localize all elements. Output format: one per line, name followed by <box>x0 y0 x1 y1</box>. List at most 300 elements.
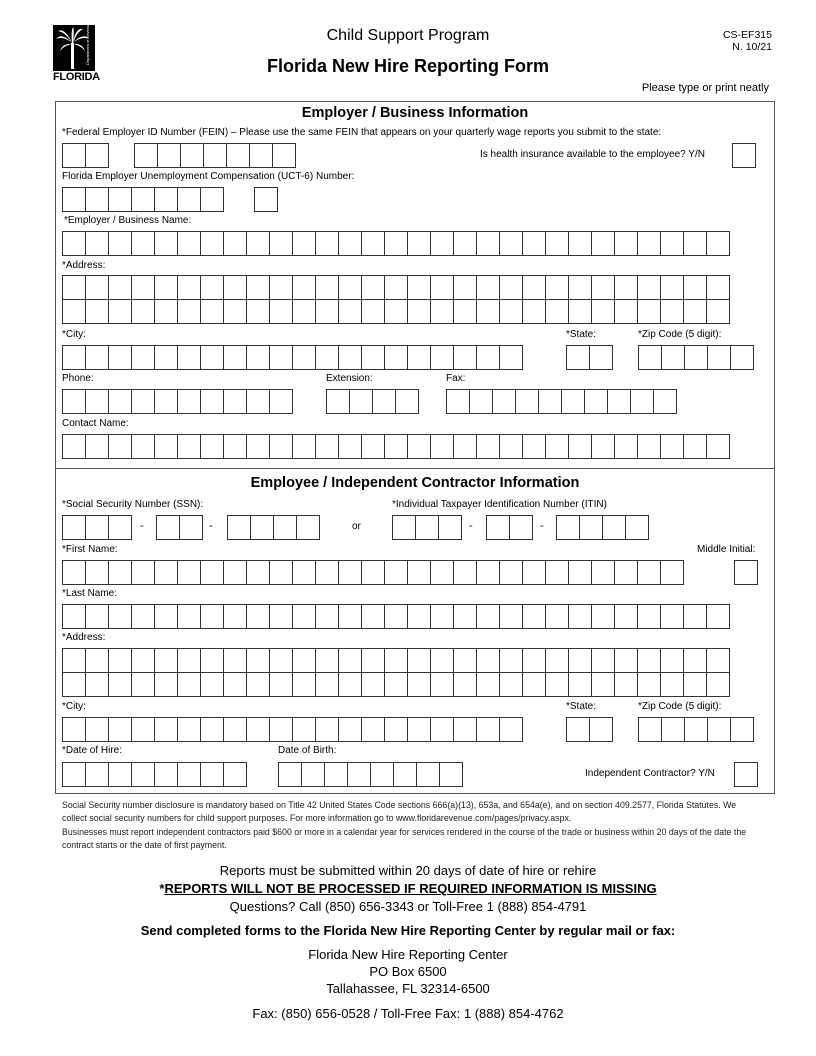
character-box[interactable] <box>200 434 224 459</box>
character-box[interactable] <box>568 231 592 256</box>
character-box[interactable] <box>108 717 132 742</box>
character-box[interactable] <box>108 434 132 459</box>
character-box[interactable] <box>131 231 155 256</box>
character-box[interactable] <box>522 560 546 585</box>
first-name-boxes[interactable] <box>62 560 684 585</box>
character-box[interactable] <box>499 275 523 300</box>
character-box[interactable] <box>177 299 201 324</box>
character-box[interactable] <box>227 515 251 540</box>
character-box[interactable] <box>660 560 684 585</box>
middle-initial-box[interactable] <box>734 560 758 585</box>
character-box[interactable] <box>591 299 615 324</box>
character-box[interactable] <box>522 672 546 697</box>
character-box[interactable] <box>338 345 362 370</box>
character-box[interactable] <box>269 434 293 459</box>
character-box[interactable] <box>707 345 731 370</box>
character-box[interactable] <box>395 389 419 414</box>
character-box[interactable] <box>430 299 454 324</box>
character-box[interactable] <box>499 672 523 697</box>
employer-address-line2-boxes[interactable] <box>62 299 730 324</box>
character-box[interactable] <box>131 434 155 459</box>
character-box[interactable] <box>177 717 201 742</box>
character-box[interactable] <box>154 231 178 256</box>
character-box[interactable] <box>269 672 293 697</box>
character-box[interactable] <box>566 717 590 742</box>
character-box[interactable] <box>591 560 615 585</box>
character-box[interactable] <box>85 672 109 697</box>
character-box[interactable] <box>108 345 132 370</box>
character-box[interactable] <box>272 143 296 168</box>
character-box[interactable] <box>453 717 477 742</box>
character-box[interactable] <box>522 231 546 256</box>
character-box[interactable] <box>269 648 293 673</box>
character-box[interactable] <box>545 275 569 300</box>
character-box[interactable] <box>561 389 585 414</box>
character-box[interactable] <box>347 762 371 787</box>
character-box[interactable] <box>625 515 649 540</box>
character-box[interactable] <box>476 604 500 629</box>
character-box[interactable] <box>476 434 500 459</box>
character-box[interactable] <box>637 560 661 585</box>
character-box[interactable] <box>177 231 201 256</box>
character-box[interactable] <box>384 648 408 673</box>
employer-city-boxes[interactable] <box>62 345 523 370</box>
character-box[interactable] <box>361 231 385 256</box>
character-box[interactable] <box>349 389 373 414</box>
character-box[interactable] <box>315 275 339 300</box>
character-box[interactable] <box>683 672 707 697</box>
character-box[interactable] <box>407 648 431 673</box>
character-box[interactable] <box>476 299 500 324</box>
character-box[interactable] <box>338 560 362 585</box>
character-box[interactable] <box>683 299 707 324</box>
character-box[interactable] <box>407 717 431 742</box>
character-box[interactable] <box>177 389 201 414</box>
character-box[interactable] <box>499 717 523 742</box>
character-box[interactable] <box>246 231 270 256</box>
character-box[interactable] <box>638 345 662 370</box>
character-box[interactable] <box>476 717 500 742</box>
character-box[interactable] <box>361 560 385 585</box>
employer-state-boxes[interactable] <box>566 345 613 370</box>
character-box[interactable] <box>200 648 224 673</box>
character-box[interactable] <box>361 717 385 742</box>
business-name-boxes[interactable] <box>62 231 730 256</box>
character-box[interactable] <box>361 648 385 673</box>
character-box[interactable] <box>246 434 270 459</box>
character-box[interactable] <box>62 143 86 168</box>
employee-state-boxes[interactable] <box>566 717 613 742</box>
character-box[interactable] <box>614 275 638 300</box>
character-box[interactable] <box>223 345 247 370</box>
character-box[interactable] <box>62 560 86 585</box>
character-box[interactable] <box>223 717 247 742</box>
character-box[interactable] <box>223 389 247 414</box>
character-box[interactable] <box>108 515 132 540</box>
character-box[interactable] <box>568 648 592 673</box>
character-box[interactable] <box>476 648 500 673</box>
character-box[interactable] <box>85 560 109 585</box>
character-box[interactable] <box>154 648 178 673</box>
character-box[interactable] <box>226 143 250 168</box>
character-box[interactable] <box>384 672 408 697</box>
character-box[interactable] <box>326 389 350 414</box>
character-box[interactable] <box>660 604 684 629</box>
character-box[interactable] <box>177 434 201 459</box>
character-box[interactable] <box>203 143 227 168</box>
employer-zip-boxes[interactable] <box>638 345 754 370</box>
character-box[interactable] <box>131 345 155 370</box>
ssn-group-boxes[interactable] <box>156 515 203 540</box>
character-box[interactable] <box>591 672 615 697</box>
character-box[interactable] <box>269 717 293 742</box>
character-box[interactable] <box>453 231 477 256</box>
employer-address-line1-boxes[interactable] <box>62 275 730 300</box>
character-box[interactable] <box>637 275 661 300</box>
character-box[interactable] <box>607 389 631 414</box>
character-box[interactable] <box>315 717 339 742</box>
character-box[interactable] <box>292 604 316 629</box>
character-box[interactable] <box>62 515 86 540</box>
character-box[interactable] <box>706 434 730 459</box>
hire-date-boxes[interactable] <box>62 762 247 787</box>
character-box[interactable] <box>407 672 431 697</box>
character-box[interactable] <box>154 389 178 414</box>
character-box[interactable] <box>250 515 274 540</box>
character-box[interactable] <box>591 648 615 673</box>
character-box[interactable] <box>453 299 477 324</box>
character-box[interactable] <box>361 345 385 370</box>
character-box[interactable] <box>568 299 592 324</box>
character-box[interactable] <box>177 672 201 697</box>
character-box[interactable] <box>154 345 178 370</box>
character-box[interactable] <box>131 275 155 300</box>
character-box[interactable] <box>292 231 316 256</box>
character-box[interactable] <box>683 648 707 673</box>
character-box[interactable] <box>269 231 293 256</box>
character-box[interactable] <box>338 299 362 324</box>
character-box[interactable] <box>301 762 325 787</box>
character-box[interactable] <box>200 187 224 212</box>
character-box[interactable] <box>384 345 408 370</box>
character-box[interactable] <box>591 604 615 629</box>
character-box[interactable] <box>393 762 417 787</box>
character-box[interactable] <box>246 275 270 300</box>
character-box[interactable] <box>223 604 247 629</box>
character-box[interactable] <box>278 762 302 787</box>
character-box[interactable] <box>269 560 293 585</box>
character-box[interactable] <box>324 762 348 787</box>
character-box[interactable] <box>683 231 707 256</box>
employee-city-boxes[interactable] <box>62 717 523 742</box>
character-box[interactable] <box>154 275 178 300</box>
character-box[interactable] <box>384 231 408 256</box>
character-box[interactable] <box>476 560 500 585</box>
ssn-area-boxes[interactable] <box>62 515 132 540</box>
character-box[interactable] <box>315 672 339 697</box>
character-box[interactable] <box>602 515 626 540</box>
character-box[interactable] <box>223 434 247 459</box>
character-box[interactable] <box>177 604 201 629</box>
character-box[interactable] <box>85 231 109 256</box>
character-box[interactable] <box>660 648 684 673</box>
uct6-check-box[interactable] <box>254 187 278 212</box>
character-box[interactable] <box>660 231 684 256</box>
character-box[interactable] <box>492 389 516 414</box>
character-box[interactable] <box>637 299 661 324</box>
character-box[interactable] <box>131 389 155 414</box>
character-box[interactable] <box>223 275 247 300</box>
character-box[interactable] <box>515 389 539 414</box>
character-box[interactable] <box>361 299 385 324</box>
character-box[interactable] <box>292 299 316 324</box>
character-box[interactable] <box>131 604 155 629</box>
character-box[interactable] <box>62 231 86 256</box>
character-box[interactable] <box>589 717 613 742</box>
character-box[interactable] <box>62 275 86 300</box>
character-box[interactable] <box>453 648 477 673</box>
character-box[interactable] <box>154 604 178 629</box>
character-box[interactable] <box>637 648 661 673</box>
character-box[interactable] <box>453 275 477 300</box>
character-box[interactable] <box>637 604 661 629</box>
character-box[interactable] <box>177 762 201 787</box>
fein-suffix-boxes[interactable] <box>134 143 296 168</box>
character-box[interactable] <box>499 604 523 629</box>
character-box[interactable] <box>85 389 109 414</box>
character-box[interactable] <box>384 604 408 629</box>
character-box[interactable] <box>430 560 454 585</box>
character-box[interactable] <box>384 299 408 324</box>
character-box[interactable] <box>200 604 224 629</box>
character-box[interactable] <box>384 434 408 459</box>
character-box[interactable] <box>707 717 731 742</box>
character-box[interactable] <box>269 604 293 629</box>
character-box[interactable] <box>154 187 178 212</box>
character-box[interactable] <box>315 434 339 459</box>
character-box[interactable] <box>108 672 132 697</box>
character-box[interactable] <box>499 648 523 673</box>
character-box[interactable] <box>591 434 615 459</box>
character-box[interactable] <box>545 434 569 459</box>
character-box[interactable] <box>660 275 684 300</box>
character-box[interactable] <box>200 672 224 697</box>
fein-prefix-boxes[interactable] <box>62 143 109 168</box>
character-box[interactable] <box>545 560 569 585</box>
character-box[interactable] <box>568 275 592 300</box>
character-box[interactable] <box>292 345 316 370</box>
character-box[interactable] <box>568 434 592 459</box>
character-box[interactable] <box>499 299 523 324</box>
character-box[interactable] <box>177 275 201 300</box>
character-box[interactable] <box>131 560 155 585</box>
character-box[interactable] <box>683 434 707 459</box>
character-box[interactable] <box>706 672 730 697</box>
character-box[interactable] <box>246 672 270 697</box>
character-box[interactable] <box>384 717 408 742</box>
character-box[interactable] <box>85 187 109 212</box>
character-box[interactable] <box>361 672 385 697</box>
character-box[interactable] <box>134 143 158 168</box>
character-box[interactable] <box>637 434 661 459</box>
character-box[interactable] <box>177 187 201 212</box>
character-box[interactable] <box>361 275 385 300</box>
character-box[interactable] <box>486 515 510 540</box>
character-box[interactable] <box>62 717 86 742</box>
character-box[interactable] <box>614 299 638 324</box>
character-box[interactable] <box>730 717 754 742</box>
character-box[interactable] <box>223 672 247 697</box>
character-box[interactable] <box>407 299 431 324</box>
character-box[interactable] <box>269 345 293 370</box>
character-box[interactable] <box>660 299 684 324</box>
character-box[interactable] <box>154 762 178 787</box>
character-box[interactable] <box>108 762 132 787</box>
character-box[interactable] <box>62 434 86 459</box>
character-box[interactable] <box>407 231 431 256</box>
phone-boxes[interactable] <box>62 389 293 414</box>
character-box[interactable] <box>522 434 546 459</box>
character-box[interactable] <box>62 187 86 212</box>
character-box[interactable] <box>85 345 109 370</box>
character-box[interactable] <box>661 345 685 370</box>
character-box[interactable] <box>453 604 477 629</box>
character-box[interactable] <box>446 389 470 414</box>
character-box[interactable] <box>131 717 155 742</box>
character-box[interactable] <box>416 762 440 787</box>
character-box[interactable] <box>62 604 86 629</box>
character-box[interactable] <box>131 672 155 697</box>
character-box[interactable] <box>614 672 638 697</box>
contractor-box[interactable] <box>734 762 758 787</box>
character-box[interactable] <box>430 717 454 742</box>
character-box[interactable] <box>108 275 132 300</box>
character-box[interactable] <box>660 434 684 459</box>
character-box[interactable] <box>315 345 339 370</box>
character-box[interactable] <box>407 434 431 459</box>
character-box[interactable] <box>292 648 316 673</box>
character-box[interactable] <box>315 231 339 256</box>
character-box[interactable] <box>568 672 592 697</box>
character-box[interactable] <box>292 560 316 585</box>
character-box[interactable] <box>338 231 362 256</box>
itin-serial-boxes[interactable] <box>556 515 649 540</box>
character-box[interactable] <box>246 345 270 370</box>
character-box[interactable] <box>223 560 247 585</box>
character-box[interactable] <box>154 434 178 459</box>
character-box[interactable] <box>200 762 224 787</box>
character-box[interactable] <box>591 231 615 256</box>
character-box[interactable] <box>661 717 685 742</box>
character-box[interactable] <box>545 648 569 673</box>
character-box[interactable] <box>545 604 569 629</box>
character-box[interactable] <box>338 648 362 673</box>
character-box[interactable] <box>522 648 546 673</box>
character-box[interactable] <box>246 560 270 585</box>
character-box[interactable] <box>361 604 385 629</box>
character-box[interactable] <box>415 515 439 540</box>
character-box[interactable] <box>684 717 708 742</box>
character-box[interactable] <box>706 231 730 256</box>
character-box[interactable] <box>223 648 247 673</box>
character-box[interactable] <box>200 299 224 324</box>
character-box[interactable] <box>62 762 86 787</box>
character-box[interactable] <box>85 434 109 459</box>
character-box[interactable] <box>683 275 707 300</box>
character-box[interactable] <box>499 560 523 585</box>
character-box[interactable] <box>338 604 362 629</box>
character-box[interactable] <box>246 717 270 742</box>
character-box[interactable] <box>660 672 684 697</box>
character-box[interactable] <box>269 299 293 324</box>
character-box[interactable] <box>476 345 500 370</box>
character-box[interactable] <box>157 143 181 168</box>
character-box[interactable] <box>361 434 385 459</box>
character-box[interactable] <box>706 604 730 629</box>
character-box[interactable] <box>430 434 454 459</box>
character-box[interactable] <box>384 275 408 300</box>
character-box[interactable] <box>85 143 109 168</box>
character-box[interactable] <box>407 604 431 629</box>
character-box[interactable] <box>370 762 394 787</box>
character-box[interactable] <box>476 231 500 256</box>
character-box[interactable] <box>62 389 86 414</box>
character-box[interactable] <box>292 672 316 697</box>
character-box[interactable] <box>85 717 109 742</box>
character-box[interactable] <box>453 560 477 585</box>
character-box[interactable] <box>568 604 592 629</box>
character-box[interactable] <box>545 299 569 324</box>
character-box[interactable] <box>315 299 339 324</box>
extension-boxes[interactable] <box>326 389 419 414</box>
character-box[interactable] <box>108 389 132 414</box>
character-box[interactable] <box>246 389 270 414</box>
character-box[interactable] <box>430 672 454 697</box>
character-box[interactable] <box>430 275 454 300</box>
character-box[interactable] <box>131 187 155 212</box>
character-box[interactable] <box>638 717 662 742</box>
character-box[interactable] <box>108 604 132 629</box>
character-box[interactable] <box>734 762 758 787</box>
character-box[interactable] <box>154 299 178 324</box>
character-box[interactable] <box>706 299 730 324</box>
character-box[interactable] <box>249 143 273 168</box>
character-box[interactable] <box>734 560 758 585</box>
character-box[interactable] <box>438 515 462 540</box>
character-box[interactable] <box>223 231 247 256</box>
character-box[interactable] <box>384 560 408 585</box>
character-box[interactable] <box>579 515 603 540</box>
character-box[interactable] <box>154 560 178 585</box>
employee-address-line1-boxes[interactable] <box>62 648 730 673</box>
character-box[interactable] <box>469 389 493 414</box>
character-box[interactable] <box>683 604 707 629</box>
character-box[interactable] <box>614 434 638 459</box>
character-box[interactable] <box>706 648 730 673</box>
character-box[interactable] <box>499 231 523 256</box>
character-box[interactable] <box>131 648 155 673</box>
character-box[interactable] <box>430 648 454 673</box>
character-box[interactable] <box>85 762 109 787</box>
character-box[interactable] <box>730 345 754 370</box>
character-box[interactable] <box>430 604 454 629</box>
character-box[interactable] <box>108 648 132 673</box>
character-box[interactable] <box>85 299 109 324</box>
character-box[interactable] <box>372 389 396 414</box>
health-insurance-box[interactable] <box>732 143 756 168</box>
character-box[interactable] <box>407 560 431 585</box>
last-name-boxes[interactable] <box>62 604 730 629</box>
